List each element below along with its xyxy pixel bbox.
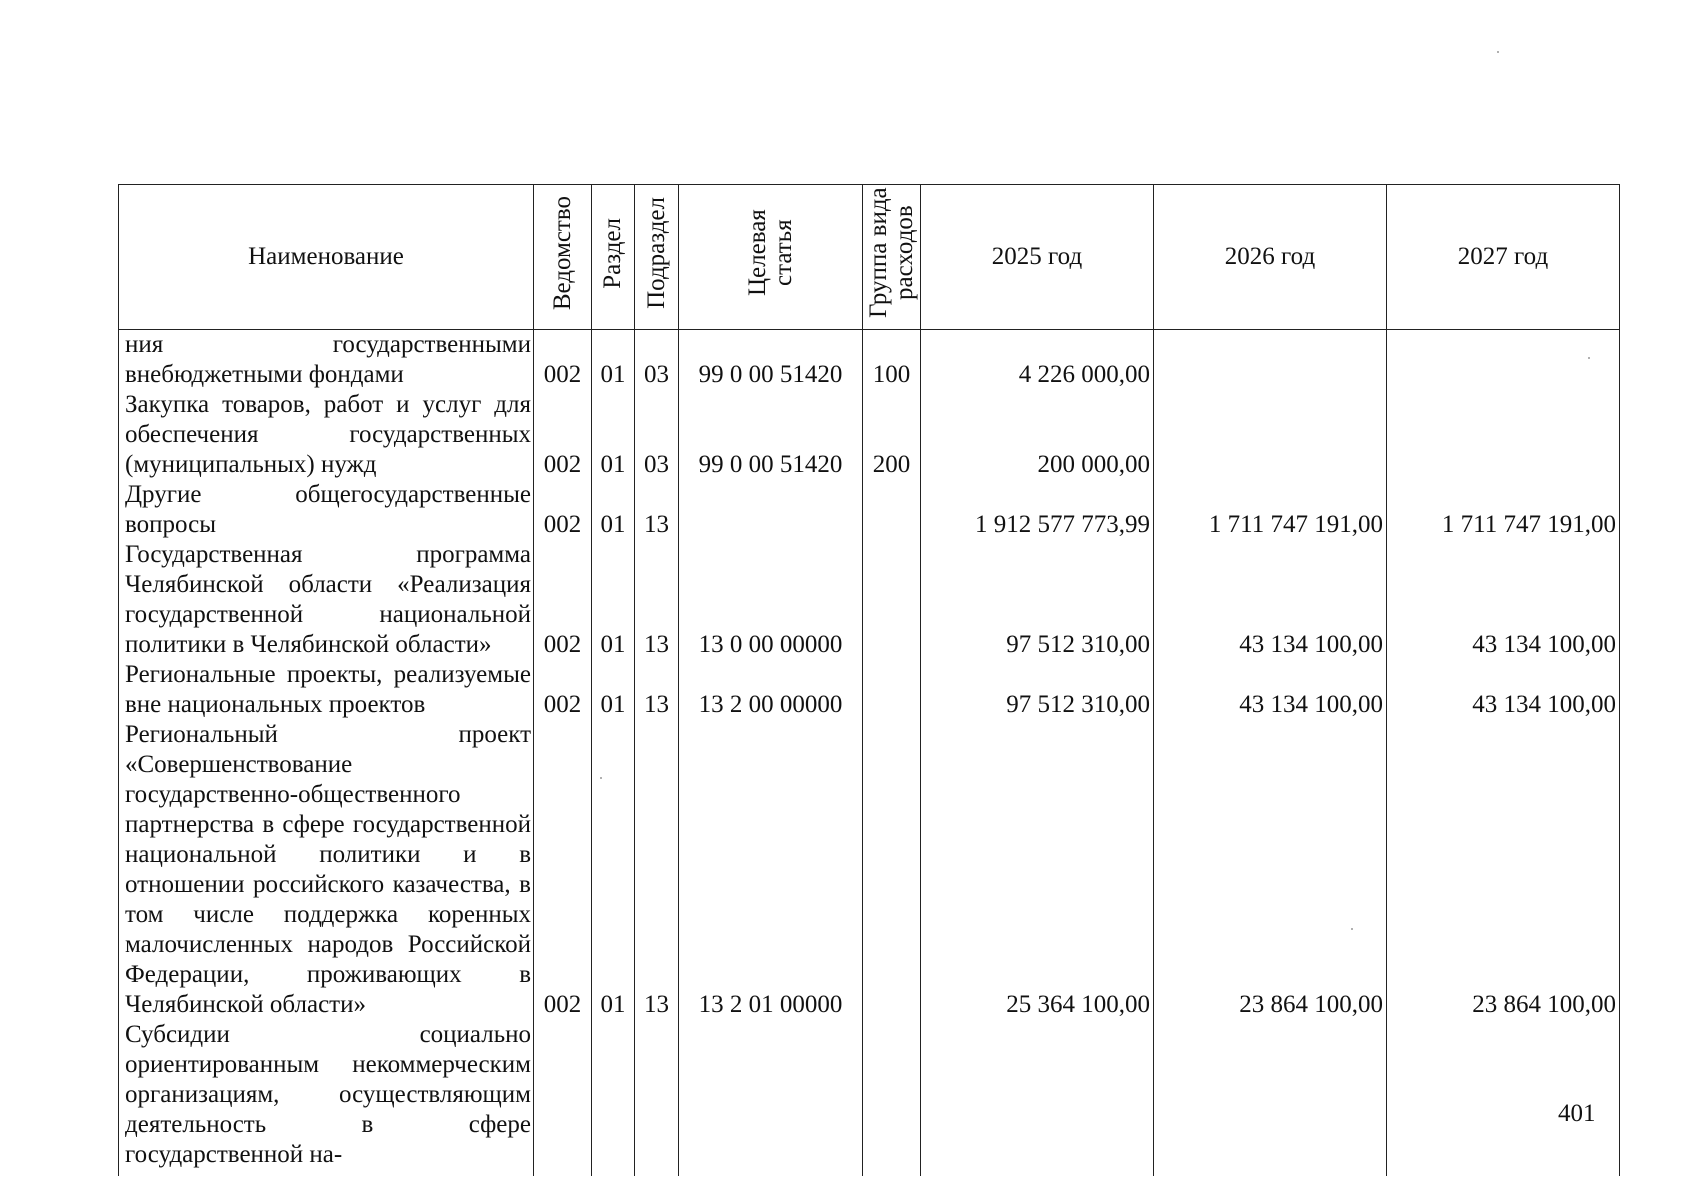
table-row <box>119 720 1620 1020</box>
cell-department <box>534 1020 592 1176</box>
cell-target-item: 13 2 00 00000 <box>679 660 863 720</box>
cell-target-item: 13 2 01 00000 <box>679 720 863 1020</box>
cell-name: Региональные проекты, реализуемые вне национальных проектов <box>119 660 534 720</box>
cell-year-2026 <box>1154 390 1387 480</box>
cell-expense-group <box>863 480 921 540</box>
scan-speck <box>1351 928 1353 930</box>
cell-subsection: 13 <box>635 540 679 660</box>
cell-section: 01 <box>592 390 635 480</box>
header-target-item: Целевая статья <box>679 185 863 330</box>
cell-year-2025: 25 364 100,00 <box>921 720 1154 1020</box>
cell-subsection <box>635 1020 679 1176</box>
cell-expense-group <box>863 720 921 1020</box>
cell-target-item <box>679 480 863 540</box>
cell-year-2026: 1 711 747 191,00 <box>1154 480 1387 540</box>
cell-name: Региональный проект «Совершенствование государственно-общественного партнерства в сфере государственной национальной политики и в отношении российского казачества, в том числе поддержка коренных малочисленных народов Российской Федерации, проживающих в Челябинской области» <box>119 720 534 1020</box>
table-row <box>119 390 1620 480</box>
header-year-2025: 2025 год <box>921 185 1154 330</box>
cell-target-item <box>679 1020 863 1176</box>
cell-name: Государственная программа Челябинской области «Реализация государственной национальной политики в Челябинской области» <box>119 540 534 660</box>
cell-target-item: 13 0 00 00000 <box>679 540 863 660</box>
cell-year-2025: 200 000,00 <box>921 390 1154 480</box>
cell-year-2026: 43 134 100,00 <box>1154 540 1387 660</box>
cell-department: 002 <box>534 660 592 720</box>
cell-expense-group <box>863 540 921 660</box>
cell-year-2027: 1 711 747 191,00 <box>1387 480 1620 540</box>
page-number: 401 <box>1558 1100 1596 1127</box>
cell-section: 01 <box>592 480 635 540</box>
cell-name: ния государственными внебюджетными фондами <box>119 330 534 391</box>
cell-section: 01 <box>592 330 635 391</box>
table-row <box>119 660 1620 720</box>
header-expense-group: Группа вида расходов <box>863 185 921 330</box>
cell-section <box>592 1020 635 1176</box>
cell-year-2027 <box>1387 330 1620 391</box>
cell-subsection: 03 <box>635 330 679 391</box>
cell-year-2026 <box>1154 330 1387 391</box>
cell-year-2027: 23 864 100,00 <box>1387 720 1620 1020</box>
cell-name: Субсидии социально ориентированным некоммерческим организациям, осуществляющим деятельность в сфере государственной на- <box>119 1020 534 1176</box>
cell-section: 01 <box>592 660 635 720</box>
table-header <box>119 185 1620 330</box>
cell-department: 002 <box>534 480 592 540</box>
cell-year-2026: 23 864 100,00 <box>1154 720 1387 1020</box>
header-department: Ведомство <box>534 185 592 330</box>
table-row <box>119 480 1620 540</box>
cell-department: 002 <box>534 390 592 480</box>
cell-year-2025: 4 226 000,00 <box>921 330 1154 391</box>
cell-department: 002 <box>534 720 592 1020</box>
cell-year-2026: 43 134 100,00 <box>1154 660 1387 720</box>
cell-year-2025 <box>921 1020 1154 1176</box>
header-subsection: Подраздел <box>635 185 679 330</box>
cell-section: 01 <box>592 540 635 660</box>
cell-expense-group <box>863 660 921 720</box>
cell-year-2026 <box>1154 1020 1387 1176</box>
table-row <box>119 330 1620 391</box>
header-name: Наименование <box>119 185 534 330</box>
table-row <box>119 540 1620 660</box>
cell-target-item: 99 0 00 51420 <box>679 390 863 480</box>
table-row <box>119 1020 1620 1176</box>
cell-expense-group: 200 <box>863 390 921 480</box>
cell-department: 002 <box>534 540 592 660</box>
header-year-2026: 2026 год <box>1154 185 1387 330</box>
cell-year-2027: 43 134 100,00 <box>1387 660 1620 720</box>
cell-expense-group <box>863 1020 921 1176</box>
table-body <box>119 330 1620 1177</box>
header-section: Раздел <box>592 185 635 330</box>
scan-speck <box>1497 51 1499 53</box>
cell-year-2025: 1 912 577 773,99 <box>921 480 1154 540</box>
cell-subsection: 13 <box>635 660 679 720</box>
cell-year-2025: 97 512 310,00 <box>921 540 1154 660</box>
cell-year-2027 <box>1387 390 1620 480</box>
budget-table <box>118 184 1620 1176</box>
cell-name: Другие общегосударственные вопросы <box>119 480 534 540</box>
scan-speck <box>1588 357 1590 359</box>
cell-expense-group: 100 <box>863 330 921 391</box>
cell-subsection: 03 <box>635 390 679 480</box>
cell-year-2027 <box>1387 1020 1620 1176</box>
cell-section: 01 <box>592 720 635 1020</box>
cell-subsection: 13 <box>635 480 679 540</box>
cell-year-2025: 97 512 310,00 <box>921 660 1154 720</box>
cell-target-item: 99 0 00 51420 <box>679 330 863 391</box>
cell-subsection: 13 <box>635 720 679 1020</box>
cell-department: 002 <box>534 330 592 391</box>
cell-name: Закупка товаров, работ и услуг для обеспечения государственных (муниципальных) нужд <box>119 390 534 480</box>
cell-year-2027: 43 134 100,00 <box>1387 540 1620 660</box>
scan-speck <box>600 777 602 779</box>
header-year-2027: 2027 год <box>1387 185 1620 330</box>
budget-table-container <box>118 184 1619 1176</box>
